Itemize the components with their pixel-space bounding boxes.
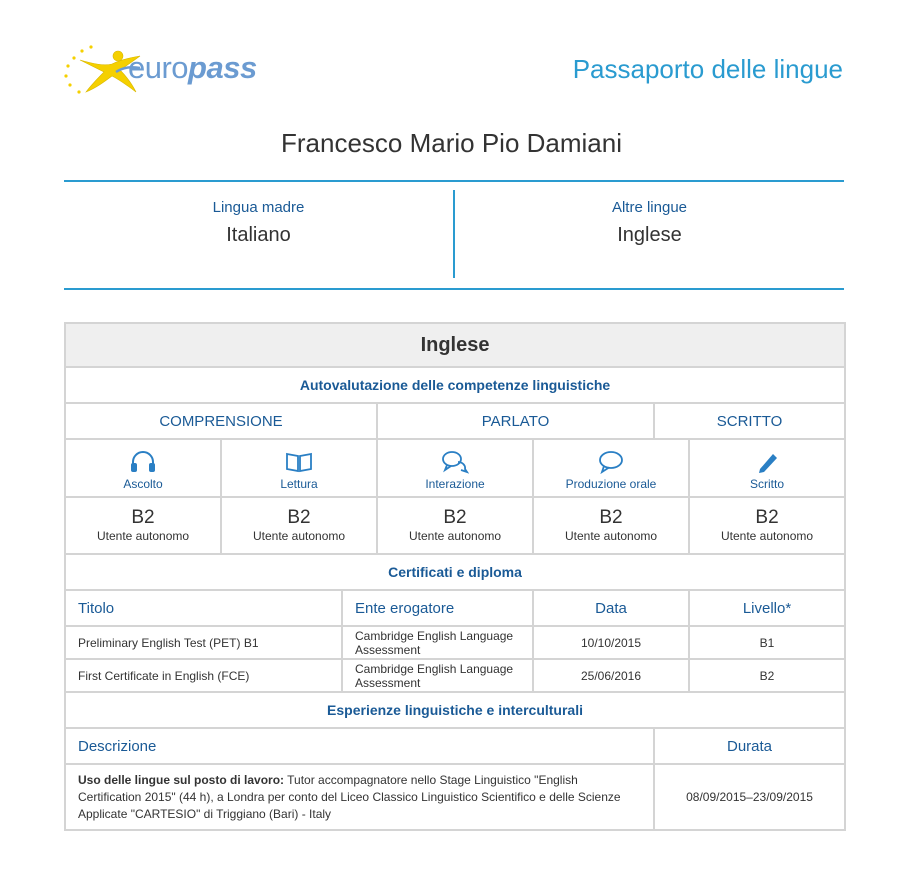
document-title: Passaporto delle lingue [572,54,843,84]
logo-text-euro: euro [128,50,189,85]
table-row [65,659,845,692]
cert-date: 10/10/2015 [533,626,689,659]
skill-interaction [377,439,533,497]
cert-header-date: Data [533,590,689,626]
level-interaction [377,497,533,554]
cert-issuer: Cambridge English Language Assessment [342,659,533,692]
cert-level: B1 [689,626,845,659]
chat-bubbles-icon [441,450,469,474]
cert-title: Preliminary English Test (PET) B1 [65,626,342,659]
europass-logo [60,38,270,100]
cert-date: 25/06/2016 [533,659,689,692]
headphones-icon [129,450,157,474]
page-header [0,0,903,110]
certificates-title: Certificati e diploma [65,554,845,590]
level-description: Utente autonomo [564,529,658,543]
skill-label: Ascolto [123,477,163,491]
cert-header-title: Titolo [65,590,342,626]
level-spoken-production [533,497,689,554]
self-assessment-title: Autovalutazione delle competenze linguistiche [65,367,845,403]
mother-tongue-value: Italiano [226,224,291,246]
table-row [65,764,845,830]
mother-tongue-section [64,182,453,288]
cert-level: B2 [689,659,845,692]
logo-text-pass: pass [188,50,257,85]
pencil-icon [753,450,781,474]
speech-bubble-icon [597,450,625,474]
skill-listening [65,439,221,497]
category-writing: SCRITTO [654,403,845,439]
skill-reading [221,439,377,497]
cert-title: First Certificate in English (FCE) [65,659,342,692]
level-code: B2 [443,507,467,528]
level-code: B2 [131,507,155,528]
category-speaking: PARLATO [377,403,654,439]
level-description: Utente autonomo [252,529,346,543]
level-description: Utente autonomo [96,529,190,543]
cert-header-issuer: Ente erogatore [342,590,533,626]
category-comprehension: COMPRENSIONE [65,403,377,439]
level-code: B2 [599,507,623,528]
level-code: B2 [755,507,779,528]
level-code: B2 [287,507,311,528]
exp-header-description: Descrizione [65,728,654,764]
level-writing [689,497,845,554]
level-description: Utente autonomo [720,529,814,543]
skill-label: Scritto [750,477,785,491]
languages-summary [64,180,844,290]
skill-spoken-production [533,439,689,497]
mother-tongue-label: Lingua madre [212,199,305,216]
level-description: Utente autonomo [408,529,502,543]
other-languages-value: Inglese [617,224,682,246]
person-name: Francesco Mario Pio Damiani [280,128,622,158]
level-reading [221,497,377,554]
language-passport-table [64,322,846,831]
language-name-header: Inglese [65,323,845,367]
skill-writing [689,439,845,497]
book-icon [285,450,313,474]
table-row [65,626,845,659]
exp-header-duration: Durata [654,728,845,764]
skill-label: Interazione [425,477,485,491]
exp-description [65,764,654,830]
skill-label: Lettura [280,477,318,491]
other-languages-section [455,182,844,288]
skill-label: Produzione orale [565,477,657,491]
cert-header-level: Livello* [689,590,845,626]
other-languages-label: Altre lingue [611,199,688,216]
exp-description-text: Tutor accompagnatore nello Stage Linguistico "English Certification 2015" (44 h), a Londra per conto del Liceo Classico Linguistico Scientifico e delle Scienze Applicate "CARTESIO" di Triggiano (Bari) - Italy [78,772,621,821]
cert-issuer: Cambridge English Language Assessment [342,626,533,659]
level-listening [65,497,221,554]
exp-description-bold: Uso delle lingue sul posto di lavoro: [78,772,285,787]
experiences-title: Esperienze linguistiche e interculturali [65,692,845,728]
exp-duration: 08/09/2015–23/09/2015 [654,764,845,830]
